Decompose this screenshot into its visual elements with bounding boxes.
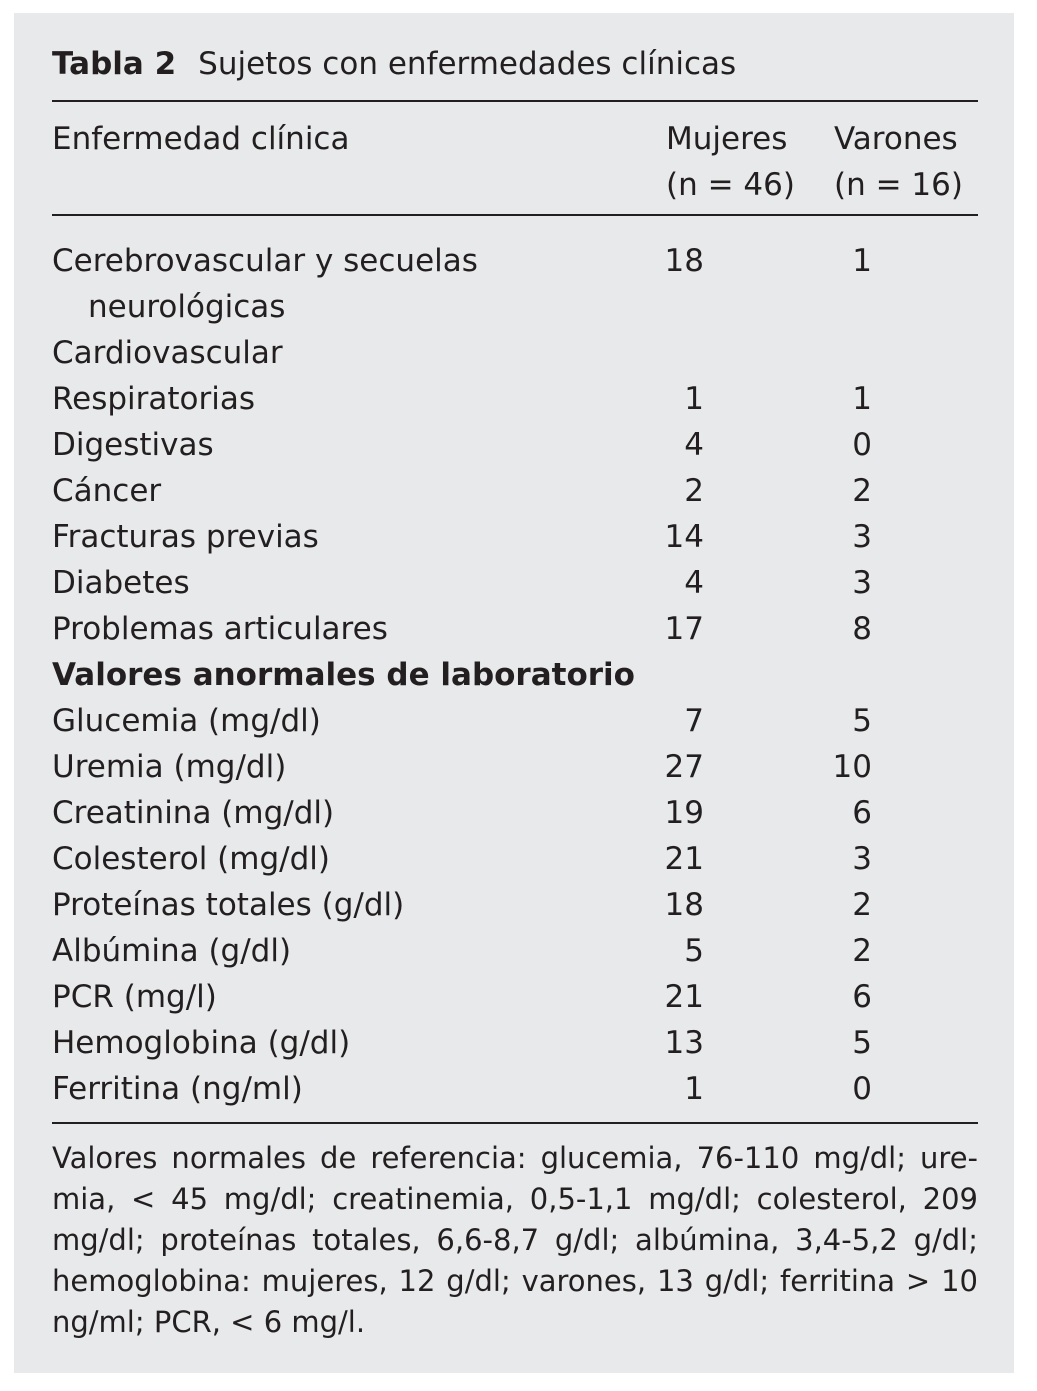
row-label [52, 560, 190, 606]
cell-varones: 1 [852, 381, 872, 417]
row-label-text: Proteínas totales (g/dl) [52, 887, 405, 923]
table-row [52, 928, 978, 974]
row-label-text: Glucemia (mg/dl) [52, 703, 321, 739]
cell-mujeres: 7 [684, 703, 704, 739]
row-label-text: Problemas articulares [52, 611, 388, 647]
table-row [52, 974, 978, 1020]
cell-mujeres: 14 [664, 519, 704, 555]
table-row [52, 698, 978, 744]
row-label-text: Creatinina (mg/dl) [52, 795, 335, 831]
row-label [52, 422, 214, 468]
table-title [52, 42, 736, 86]
cell-varones: 10 [832, 749, 872, 785]
cell-varones: 6 [852, 795, 872, 831]
cell-varones: 0 [852, 427, 872, 463]
table-row [52, 606, 978, 652]
header-mujeres-n: (n = 46) [666, 167, 795, 203]
header-rule [52, 214, 978, 216]
row-label-text: Hemoglobina (g/dl) [52, 1025, 351, 1061]
row-label [52, 744, 286, 790]
table-row [52, 652, 978, 698]
row-label-text: Cardiovascular [52, 335, 283, 371]
table-row [52, 376, 978, 422]
table-row [52, 330, 978, 376]
row-label [52, 882, 404, 928]
table-label: Tabla 2 [52, 46, 177, 82]
row-label-text: PCR (mg/l) [52, 979, 217, 1015]
row-label-text: Uremia (mg/dl) [52, 749, 287, 785]
cell-varones: 0 [852, 1071, 872, 1107]
row-label [52, 238, 478, 330]
row-label [52, 928, 291, 974]
table-row [52, 1066, 978, 1112]
cell-varones: 5 [852, 703, 872, 739]
header-varones: Varones [834, 121, 958, 157]
table-row [52, 514, 978, 560]
row-label [52, 836, 330, 882]
cell-mujeres: 21 [664, 979, 704, 1015]
cell-mujeres: 21 [664, 841, 704, 877]
table-row [52, 744, 978, 790]
row-label [52, 514, 319, 560]
cell-mujeres: 18 [664, 887, 704, 923]
row-label-text: Colesterol (mg/dl) [52, 841, 330, 877]
table-row [52, 836, 978, 882]
table-row [52, 468, 978, 514]
cell-varones: 1 [852, 243, 872, 279]
cell-varones: 6 [852, 979, 872, 1015]
cell-mujeres: 13 [664, 1025, 704, 1061]
row-label-continuation: neurológicas [88, 289, 286, 325]
row-label-text: Respiratorias [52, 381, 256, 417]
header-varones-n: (n = 16) [834, 167, 963, 203]
top-rule [52, 100, 978, 102]
bottom-rule [52, 1122, 978, 1124]
row-label-text: Fracturas previas [52, 519, 319, 555]
cell-mujeres: 1 [684, 1071, 704, 1107]
cell-varones: 8 [852, 611, 872, 647]
row-label [52, 606, 388, 652]
cell-varones: 3 [852, 841, 872, 877]
row-label [52, 652, 635, 698]
cell-mujeres: 17 [664, 611, 704, 647]
cell-mujeres: 27 [664, 749, 704, 785]
table-footnote: Valores normales de referencia: glucemia, 76-110 mg/dl; ure-mia, < 45 mg/dl; creatinemia, 0,5-1,1 mg/dl; colesterol, 209 mg/dl; proteínas totales, 6,6-8,7 g/dl; albúmina, 3,4-5,2 g/dl; hemoglobina: mujeres, 12 g/dl; varones, 13 g/dl; ferritina > 10 ng/ml; PCR, < 6 mg/l. [52, 1141, 978, 1339]
row-label [52, 1066, 303, 1112]
row-label-text: Digestivas [52, 427, 214, 463]
cell-mujeres: 5 [684, 933, 704, 969]
row-label [52, 698, 321, 744]
row-label [52, 974, 217, 1020]
header-mujeres: Mujeres [666, 121, 788, 157]
row-label [52, 1020, 350, 1066]
table-body [52, 238, 978, 1112]
row-label-text: Ferritina (ng/ml) [52, 1071, 303, 1107]
cell-mujeres: 4 [684, 565, 704, 601]
cell-mujeres: 19 [664, 795, 704, 831]
row-label-text: Diabetes [52, 565, 190, 601]
cell-mujeres: 1 [684, 381, 704, 417]
table-row [52, 238, 978, 330]
cell-varones: 2 [852, 887, 872, 923]
row-label-text: Albúmina (g/dl) [52, 933, 292, 969]
table-row [52, 790, 978, 836]
row-label [52, 330, 283, 376]
table-row [52, 882, 978, 928]
table-caption: Sujetos con enfermedades clínicas [198, 46, 737, 82]
row-label-text: Cáncer [52, 473, 162, 509]
cell-varones: 3 [852, 565, 872, 601]
row-label [52, 790, 334, 836]
cell-varones: 3 [852, 519, 872, 555]
table-row [52, 422, 978, 468]
row-label-text: Cerebrovascular y secuelas [52, 243, 478, 279]
table-row [52, 560, 978, 606]
row-label [52, 376, 255, 422]
header-disease: Enfermedad clínica [52, 121, 350, 157]
row-label [52, 468, 161, 514]
cell-varones: 2 [852, 473, 872, 509]
cell-mujeres: 2 [684, 473, 704, 509]
cell-mujeres: 4 [684, 427, 704, 463]
table-row [52, 1020, 978, 1066]
cell-varones: 5 [852, 1025, 872, 1061]
cell-varones: 2 [852, 933, 872, 969]
row-label-text: Valores anormales de laboratorio [52, 657, 635, 693]
cell-mujeres: 18 [664, 243, 704, 279]
